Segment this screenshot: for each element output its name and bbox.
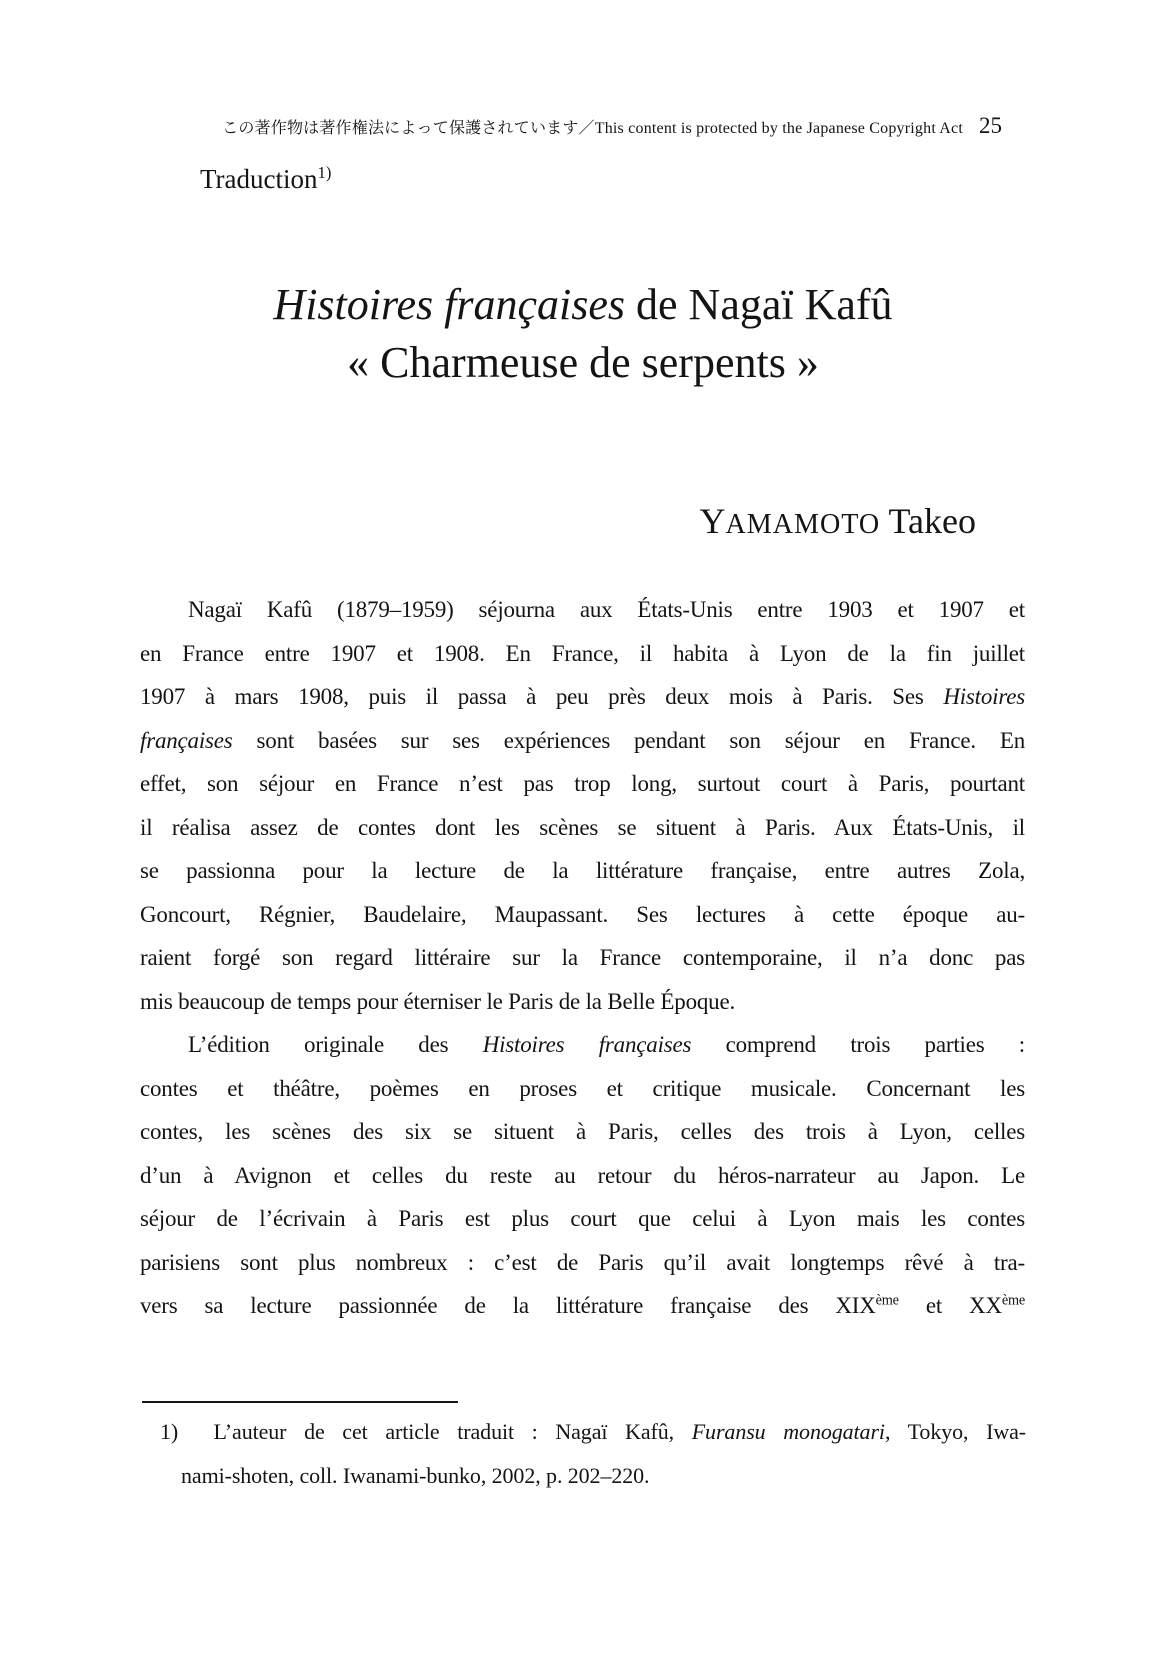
text-segment: AMAMOTO: [725, 509, 881, 540]
title-line-2: [0, 334, 1166, 392]
text-segment: en France entre 1907 et 1908. En France, il habita à Lyon de la fin juillet: [140, 640, 1025, 666]
text-line: [140, 806, 1025, 850]
text-line: [140, 1023, 1025, 1067]
text-line: [140, 762, 1025, 806]
text-segment: sont basées sur ses expériences pendant son séjour en France. En: [232, 727, 1025, 753]
text-segment: 1907 à mars 1908, puis il passa à peu près deux mois à Paris. Ses: [140, 684, 944, 709]
text-segment: contes et théâtre, poèmes en proses et critique musicale. Concernant les: [140, 1075, 1025, 1101]
body-paragraph: [140, 588, 1025, 1023]
author-name: [700, 500, 976, 542]
text-segment: Goncourt, Régnier, Baudelaire, Maupassant. Ses lectures à cette époque au-: [140, 901, 1025, 927]
italic-text: Histoires françaises: [273, 280, 626, 329]
text-segment: effet, son séjour en France n’est pas trop long, surtout court à Paris, pourtant: [140, 771, 1025, 796]
title-line-1: [0, 276, 1166, 334]
text-segment: 1) L’auteur de cet article traduit : Nagaï Kafû,: [160, 1419, 692, 1444]
page-header: [0, 113, 1002, 139]
text-segment: se passionna pour la lecture de la littérature française, entre autres Zola,: [140, 858, 1025, 883]
text-line: [140, 1284, 1025, 1328]
superscript-text: 1): [317, 163, 332, 182]
text-segment: raient forgé son regard littéraire sur la France contemporaine, il n’a donc pas: [140, 945, 1025, 970]
text-segment: séjour de l’écrivain à Paris est plus court que celui à Lyon mais les contes: [140, 1206, 1025, 1231]
article-body: [140, 588, 1025, 1328]
text-line: [140, 849, 1025, 893]
text-line: [140, 1067, 1025, 1111]
article-title: [0, 276, 1166, 392]
copyright-notice: この著作物は著作権法によって保護されています／This content is protected by the Japanese Copyright Act: [222, 120, 963, 137]
italic-text: Histoires françaises: [482, 1032, 692, 1057]
italic-text: Furansu monogatari: [691, 1419, 885, 1444]
text-line: [140, 936, 1025, 980]
section-kicker: [200, 164, 331, 195]
text-segment: d’un à Avignon et celles du reste au retour du héros-narrateur au Japon. Le: [140, 1162, 1025, 1188]
body-paragraph: [140, 1023, 1025, 1328]
text-segment: contes, les scènes des six se situent à Paris, celles des trois à Lyon, celles: [140, 1119, 1025, 1144]
text-line: [140, 1110, 1025, 1154]
text-line: [160, 1454, 1026, 1498]
text-segment: il réalisa assez de contes dont les scènes se situent à Paris. Aux États-Unis, il: [140, 814, 1025, 840]
superscript-text: ème: [1001, 1292, 1025, 1309]
text-line: [140, 980, 1025, 1024]
superscript-text: ème: [875, 1292, 899, 1309]
text-line: [140, 719, 1025, 763]
text-segment: de Nagaï Kafû: [625, 280, 893, 329]
text-line: [140, 893, 1025, 937]
text-segment: Takeo: [880, 501, 976, 541]
text-line: [140, 632, 1025, 676]
page-number: 25: [979, 113, 1002, 138]
footnote-divider: [142, 1401, 458, 1403]
text-line: [140, 1154, 1025, 1198]
text-segment: comprend trois parties :: [691, 1032, 1025, 1057]
text-segment: Y: [699, 501, 726, 541]
text-segment: et XX: [898, 1293, 1002, 1318]
text-line: [140, 1241, 1025, 1285]
text-line: [160, 1410, 1026, 1454]
text-segment: parisiens sont plus nombreux : c’est de Paris qu’il avait longtemps rêvé à tra-: [140, 1249, 1025, 1275]
text-segment: Traduction: [200, 164, 318, 194]
text-segment: Nagaï Kafû (1879–1959) séjourna aux États-Unis entre 1903 et 1907 et: [188, 597, 1025, 622]
text-line: [140, 675, 1025, 719]
text-segment: L’édition originale des: [188, 1032, 483, 1057]
text-line: [140, 1197, 1025, 1241]
italic-text: Histoires: [943, 684, 1025, 709]
italic-text: françaises: [140, 727, 233, 753]
text-segment: nami-shoten, coll. Iwanami-bunko, 2002, p. 202–220.: [181, 1462, 650, 1488]
text-segment: « Charmeuse de serpents »: [347, 338, 819, 387]
text-segment: vers sa lecture passionnée de la littérature française des XIX: [140, 1293, 876, 1318]
text-segment: mis beaucoup de temps pour éterniser le Paris de la Belle Époque.: [140, 988, 736, 1014]
footnote: [160, 1410, 1026, 1497]
text-segment: , Tokyo, Iwa-: [884, 1419, 1027, 1444]
text-line: [140, 588, 1025, 632]
